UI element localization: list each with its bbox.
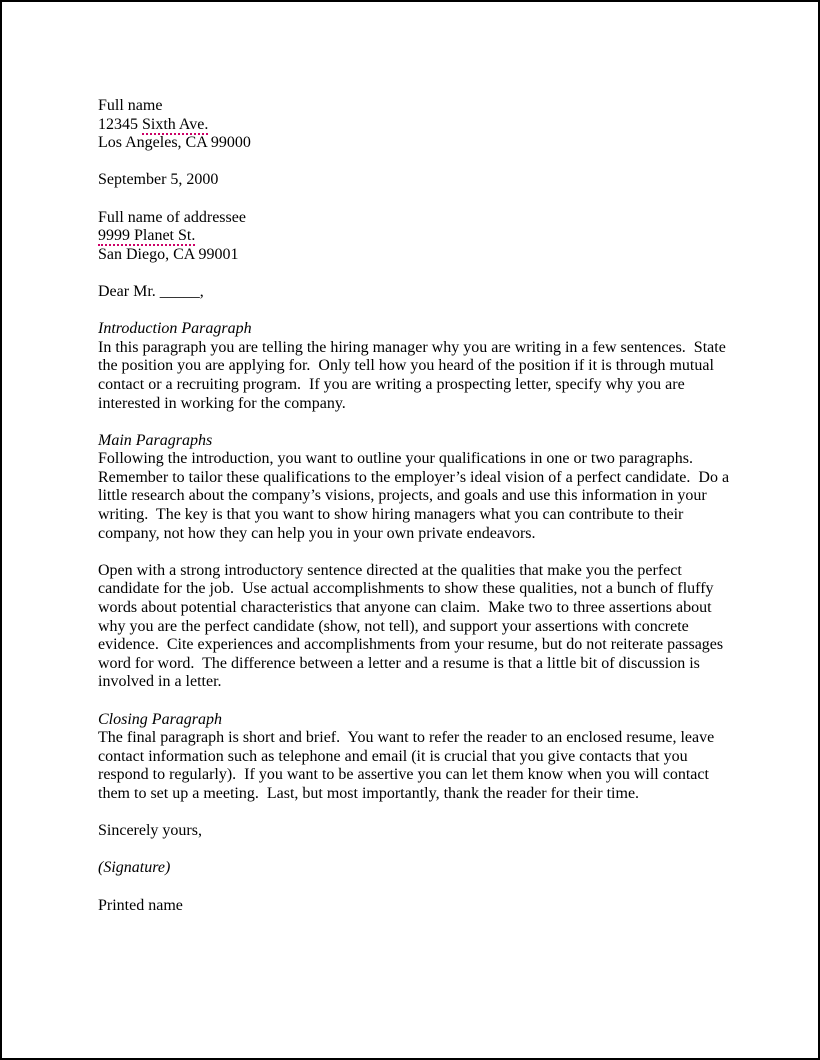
sender-address	[98, 97, 730, 153]
recipient-street-text: 9999 Planet St.	[98, 227, 196, 245]
salutation-blank: _____	[159, 282, 200, 300]
section-introduction	[98, 320, 730, 413]
signature-placeholder: (Signature)	[98, 859, 171, 877]
salutation-prefix: Dear Mr.	[98, 282, 160, 300]
section-main	[98, 431, 734, 544]
salutation-suffix: ,	[199, 282, 204, 300]
section-closing-paragraph: The final paragraph is short and brief. You want to refer the reader to an enclosed resume, leave contact information such as telephone and email (it is crucial that you give contacts that you respond to regularly). If you want to be assertive you can let them know when you will contact them to set up a meeting. Last, but most importantly, thank the reader for their time.	[98, 729, 719, 802]
sender-name: Full name	[98, 97, 163, 114]
section-main-paragraph-2-block	[98, 562, 730, 692]
sender-street-number: 12345	[98, 115, 142, 133]
section-closing	[98, 711, 730, 804]
section-main-paragraph-2: Open with a strong introductory sentence directed at the qualities that make you the perfect candidate for the job. Use actual accomplishments to show these qualities, not a bunch of fluffy words about potential characteristics that anyone can claim. Make two to three assertions about why you are the perfect candidate (show, not tell), and support your assertions with concrete evidence. Cite experiences and accomplishments from your resume, but do not reiterate passages word for word. The difference between a letter and a resume is that a little bit of discussion is involved in a letter.	[98, 561, 728, 691]
section-closing-heading: Closing Paragraph	[98, 710, 223, 728]
sender-street-name: Sixth Ave.	[142, 115, 209, 133]
date-line: September 5, 2000	[98, 171, 219, 189]
recipient-street	[98, 227, 730, 246]
salutation	[98, 283, 730, 302]
section-introduction-heading: Introduction Paragraph	[98, 320, 252, 338]
section-main-heading: Main Paragraphs	[98, 431, 213, 449]
section-introduction-paragraph: In this paragraph you are telling the hiring manager why you are writing in a few sentences. State the position you are applying for. Only tell how you heard of the position if it is through mutual contact or a recruiting program. If you are writing a prospecting letter, specify why you are interested in working for the company.	[98, 338, 730, 412]
recipient-address	[98, 209, 730, 265]
section-main-paragraph-1: Following the introduction, you want to outline your qualifications in one or two paragraphs. Remember to tailor these qualifications to the employer’s ideal vision of a perfect candidate. Do a little research about the company’s visions, projects, and goals and use this information in your writing. The key is that you want to show hiring managers what you can contribute to their company, not how they can help you in your own private endeavors.	[98, 450, 734, 542]
recipient-city: San Diego, CA 99001	[98, 245, 239, 263]
closing-signoff: Sincerely yours,	[98, 822, 202, 840]
sender-street	[98, 116, 730, 135]
printed-name: Printed name	[98, 896, 183, 914]
recipient-name: Full name of addressee	[98, 208, 246, 226]
sender-city: Los Angeles, CA 99000	[98, 134, 251, 152]
